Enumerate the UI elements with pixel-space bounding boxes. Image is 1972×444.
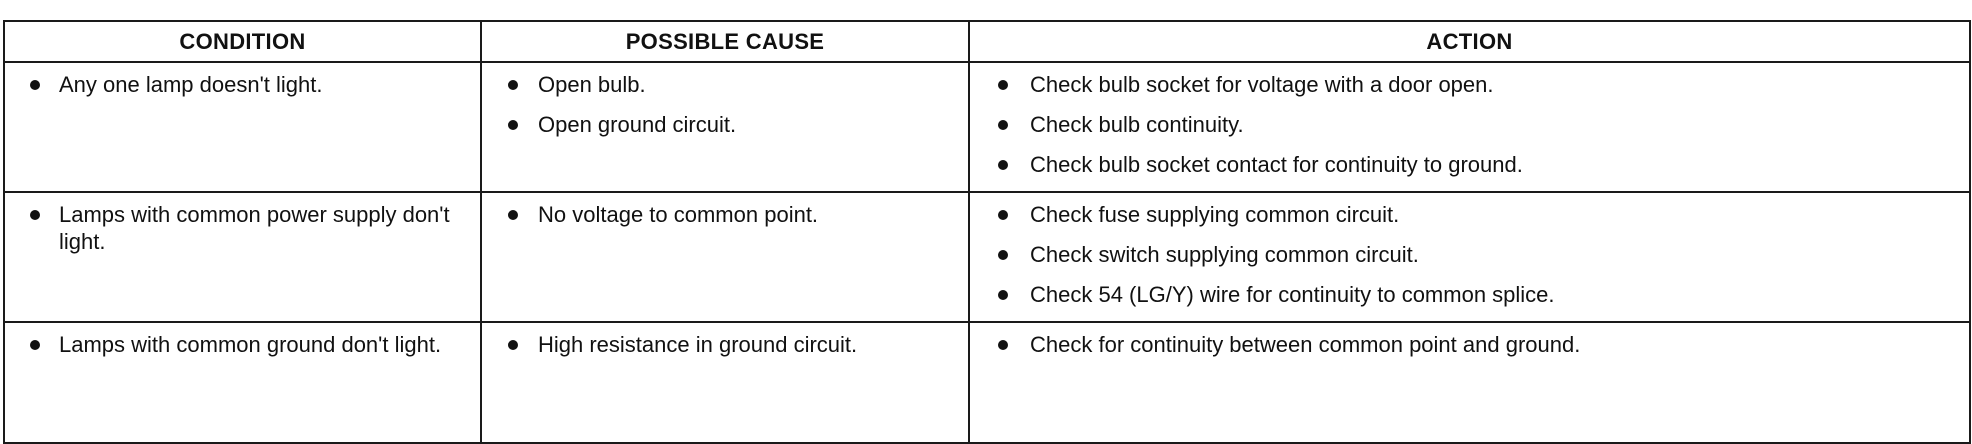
condition-item: Any one lamp doesn't light. [5,71,470,98]
condition-cell [4,62,481,192]
cause-cell [481,322,969,443]
action-item: Check bulb socket for voltage with a door open. [970,71,1959,98]
table-row [4,192,1970,322]
condition-item: Lamps with common ground don't light. [5,331,470,358]
condition-cell [4,322,481,443]
action-cell [969,322,1970,443]
diagnosis-table [3,20,1971,444]
cause-cell [481,192,969,322]
header-condition: CONDITION [4,21,481,62]
table-row [4,62,1970,192]
header-action: ACTION [969,21,1970,62]
cause-item: Open bulb. [482,71,958,98]
action-cell [969,62,1970,192]
action-item: Check 54 (LG/Y) wire for continuity to common splice. [970,281,1959,308]
header-possible-cause: POSSIBLE CAUSE [481,21,969,62]
action-item: Check bulb socket contact for continuity to ground. [970,151,1959,178]
condition-cell [4,192,481,322]
condition-item: Lamps with common power supply don't light. [5,201,470,255]
cause-cell [481,62,969,192]
cause-item: No voltage to common point. [482,201,958,228]
header-row [4,21,1970,62]
cause-item: Open ground circuit. [482,111,958,138]
action-cell [969,192,1970,322]
action-item: Check fuse supplying common circuit. [970,201,1959,228]
table-row [4,322,1970,443]
action-item: Check for continuity between common point and ground. [970,331,1959,358]
action-item: Check bulb continuity. [970,111,1959,138]
action-item: Check switch supplying common circuit. [970,241,1959,268]
cause-item: High resistance in ground circuit. [482,331,958,358]
